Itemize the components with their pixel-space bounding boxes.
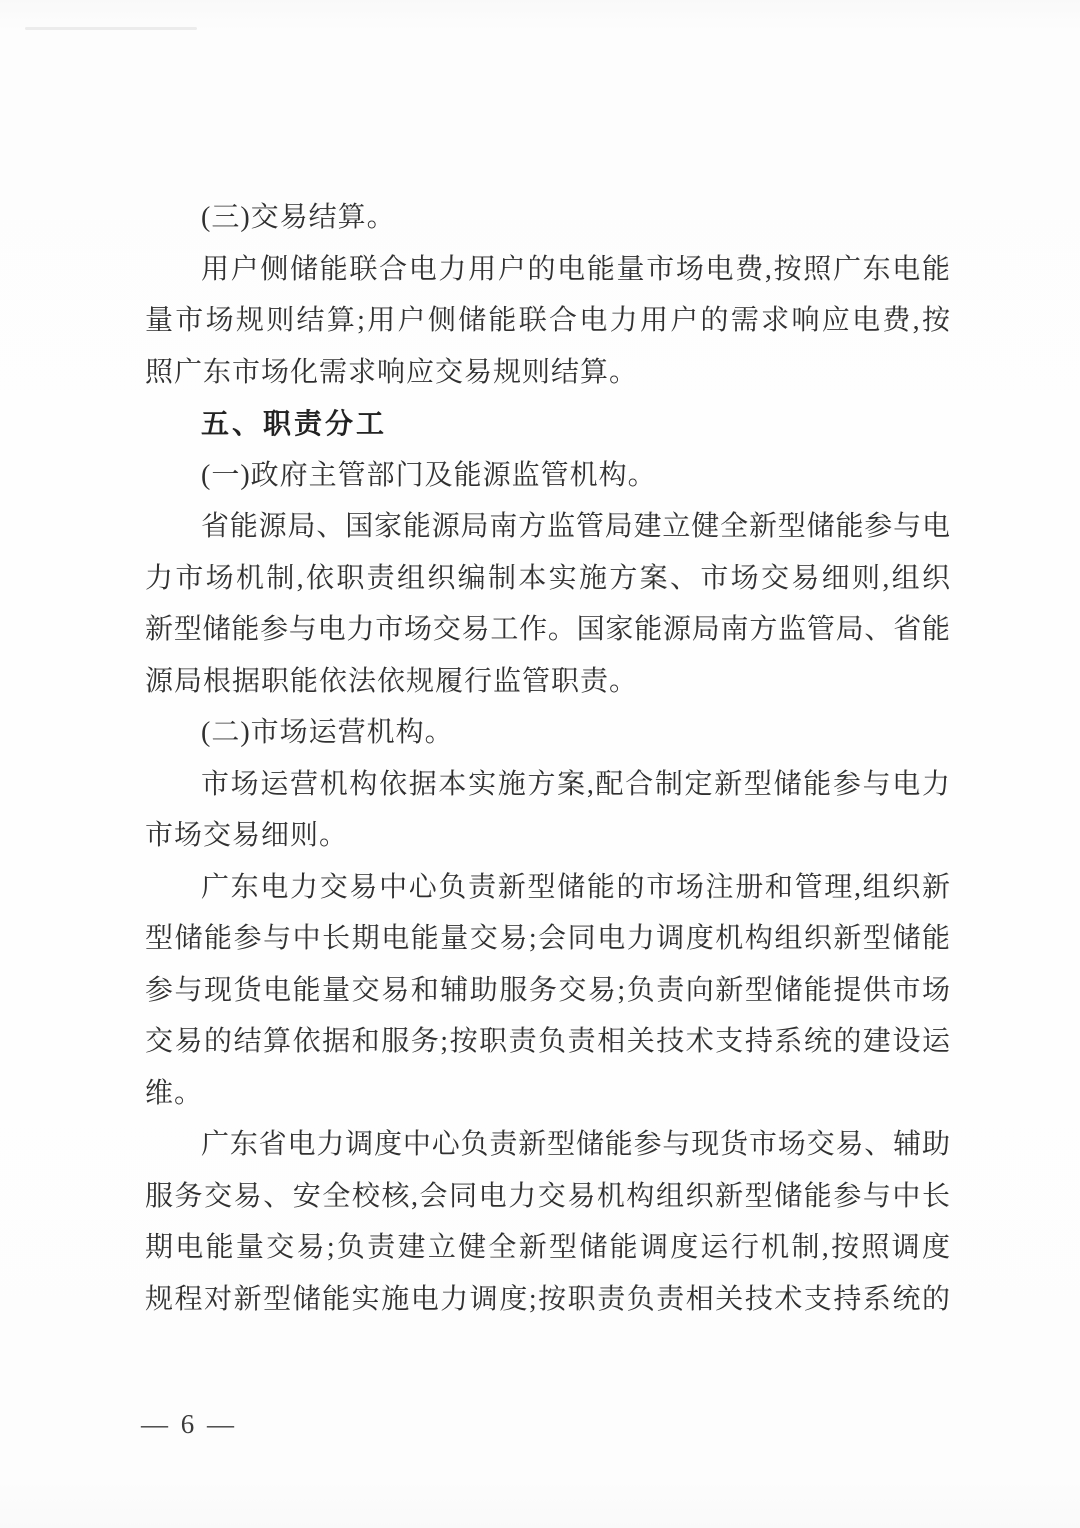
- text-line: 广东省电力调度中心负责新型储能参与现货市场交易、辅助: [201, 1129, 950, 1160]
- text-line: 力市场机制,依职责组织编制本实施方案、市场交易细则,组织: [145, 562, 950, 594]
- text-line: 市场运营机构依据本实施方案,配合制定新型储能参与电力: [201, 768, 950, 800]
- text-line: 量市场规则结算;用户侧储能联合电力用户的需求响应电费,按: [145, 305, 950, 336]
- text-line: 维。: [145, 1077, 204, 1109]
- text-line: 参与现货电能量交易和辅助服务交易;负责向新型储能提供市场: [145, 974, 950, 1006]
- heading-item-2: (二)市场运营机构。: [201, 717, 454, 748]
- heading-item-1: (一)政府主管部门及能源监管机构。: [201, 459, 657, 491]
- text-line: 交易的结算依据和服务;按职责负责相关技术支持系统的建设运: [145, 1026, 950, 1057]
- text-line: 期电能量交易;负责建立健全新型储能调度运行机制,按照调度: [145, 1232, 950, 1263]
- document-body: [145, 192, 950, 1325]
- text-line: 用户侧储能联合电力用户的电能量市场电费,按照广东电能: [201, 253, 950, 285]
- scan-artifact-line: [25, 27, 197, 30]
- text-line: 源局根据职能依法依规履行监管职责。: [145, 665, 639, 697]
- text-line: 型储能参与中长期电能量交易;会同电力调度机构组织新型储能: [145, 923, 950, 954]
- text-line: 照广东市场化需求响应交易规则结算。: [145, 356, 639, 388]
- page-number: — 6 —: [141, 1409, 237, 1439]
- text-line: 新型储能参与电力市场交易工作。国家能源局南方监管局、省能: [145, 614, 950, 645]
- heading-item-3: (三)交易结算。: [201, 202, 396, 233]
- section-heading-5: 五、职责分工: [201, 408, 388, 439]
- text-line: 广东电力交易中心负责新型储能的市场注册和管理,组织新: [201, 871, 950, 903]
- text-line: 省能源局、国家能源局南方监管局建立健全新型储能参与电: [201, 511, 950, 542]
- text-line: 服务交易、安全校核,会同电力交易机构组织新型储能参与中长: [145, 1180, 950, 1212]
- text-line: 市场交易细则。: [145, 820, 349, 851]
- text-line: 规程对新型储能实施电力调度;按职责负责相关技术支持系统的: [145, 1283, 950, 1315]
